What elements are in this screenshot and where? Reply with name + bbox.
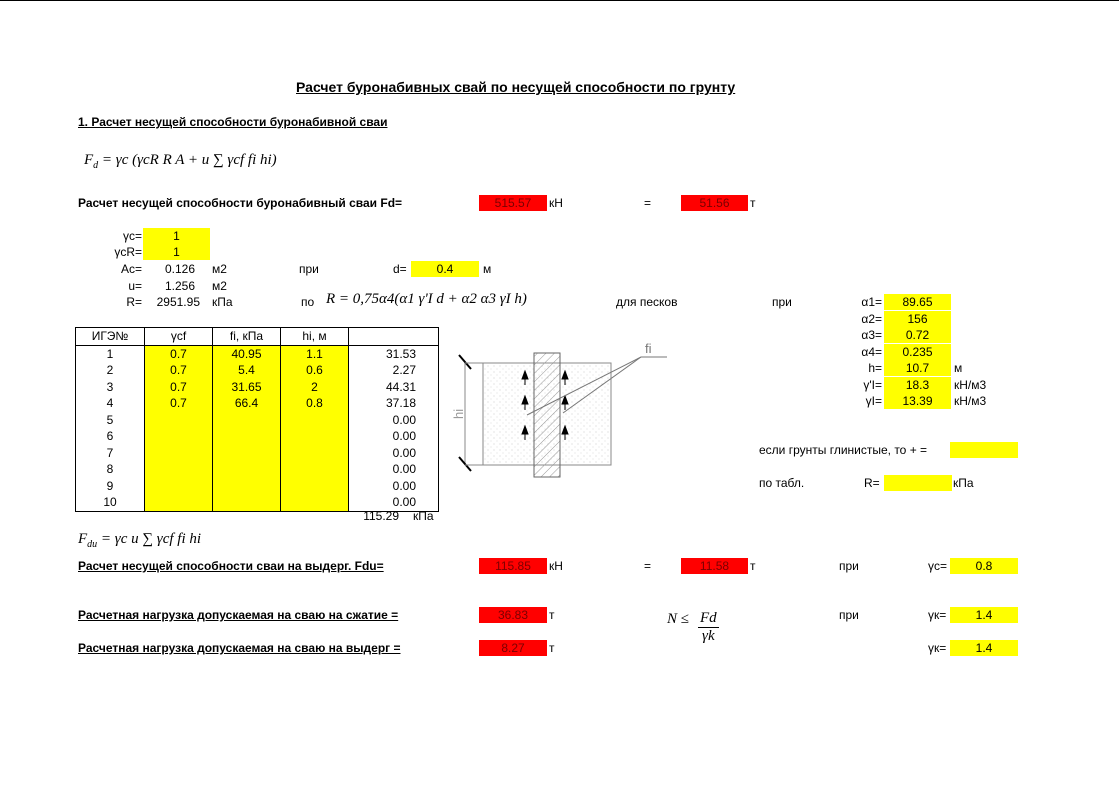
layer-input-cell[interactable] <box>213 445 281 462</box>
alpha-input[interactable]: 156 <box>884 311 951 327</box>
layer-input-cell[interactable]: 0.7 <box>145 362 213 379</box>
table-row <box>76 478 439 495</box>
layer-result-cell: 44.31 <box>349 379 439 396</box>
r-unit: кПа <box>212 295 233 309</box>
layer-input-cell[interactable]: 1.1 <box>281 345 349 362</box>
layer-number-cell: 9 <box>76 478 145 495</box>
formula-fd-lhs-sub: d <box>93 160 99 171</box>
layer-input-cell[interactable] <box>281 428 349 445</box>
layer-number-cell: 8 <box>76 461 145 478</box>
table-header-cell: fi, кПа <box>213 328 281 346</box>
table-header-cell: hi, м <box>281 328 349 346</box>
table-row <box>76 379 439 396</box>
layer-input-cell[interactable] <box>281 412 349 429</box>
fd-unit-kn: кН <box>549 196 563 210</box>
fd-unit-t: т <box>750 196 756 210</box>
layer-input-cell[interactable] <box>145 428 213 445</box>
fdu-equals: = <box>644 559 652 573</box>
formula-fdu-lhs: F <box>78 531 88 547</box>
alpha-unit: кН/м3 <box>954 394 987 408</box>
layer-input-cell[interactable] <box>145 461 213 478</box>
layer-input-cell[interactable] <box>145 494 213 511</box>
layer-number-cell: 2 <box>76 362 145 379</box>
clay-input[interactable] <box>950 442 1018 458</box>
layer-input-cell[interactable]: 0.8 <box>281 395 349 412</box>
clay-label: если грунты глинистые, то + = <box>759 443 928 457</box>
fd-value-t[interactable]: 51.56 <box>681 195 748 211</box>
formula-fd-rhs: = γc (γcR R A + u ∑ γcf fi hi) <box>101 152 277 168</box>
layer-result-cell: 0.00 <box>349 428 439 445</box>
layer-input-cell[interactable]: 0.6 <box>281 362 349 379</box>
formula-n-fraction <box>698 610 719 645</box>
alpha-label: α3= <box>861 328 882 342</box>
u-label: u= <box>128 279 142 293</box>
formula-fdu-rhs: = γc u ∑ γcf fi hi <box>100 531 202 547</box>
fdu-gc-input[interactable]: 0.8 <box>950 558 1018 574</box>
alpha-input[interactable]: 0.235 <box>884 344 951 360</box>
layer-input-cell[interactable]: 5.4 <box>213 362 281 379</box>
load-pull-gk-input[interactable]: 1.4 <box>950 640 1018 656</box>
layer-input-cell[interactable] <box>145 478 213 495</box>
diagram-fi-label: fi <box>645 341 652 356</box>
d-label: d= <box>393 262 407 276</box>
tabl-r-label: R= <box>864 476 880 490</box>
table-header-cell: ИГЭ№ <box>76 328 145 346</box>
alpha-label: h= <box>868 361 882 375</box>
layer-result-cell: 0.00 <box>349 461 439 478</box>
table-row <box>76 412 439 429</box>
layer-input-cell[interactable] <box>213 461 281 478</box>
table-row <box>76 445 439 462</box>
page-title: Расчет буронабивных свай по несущей способности по грунту <box>296 79 736 95</box>
load-comp-gk-label: γк= <box>928 608 947 622</box>
table-total: 115.29 <box>363 509 399 523</box>
layer-number-cell: 4 <box>76 395 145 412</box>
table-header-cell: γcf <box>145 328 213 346</box>
pri-label-2: при <box>772 295 792 309</box>
alpha-input[interactable]: 10.7 <box>884 360 951 376</box>
table-header-cell <box>349 328 439 346</box>
layer-number-cell: 10 <box>76 494 145 511</box>
table-total-unit: кПа <box>413 509 434 523</box>
layer-result-cell: 0.00 <box>349 494 439 511</box>
pile-diagram <box>445 335 675 485</box>
table-row <box>76 345 439 362</box>
formula-n-lhs: N ≤ <box>667 611 689 627</box>
alpha-label: α2= <box>861 311 882 326</box>
alpha-input[interactable]: 18.3 <box>884 377 951 393</box>
layer-result-cell: 31.53 <box>349 345 439 362</box>
alpha-label: α4= <box>861 344 882 359</box>
load-pull-label: Расчетная нагрузка допускаемая на сваю на выдерг = <box>78 641 401 655</box>
layer-number-cell: 5 <box>76 412 145 429</box>
formula-r: R = 0,75α4(α1 γ'I d + α2 α3 γI h) <box>326 291 527 307</box>
load-pull-value[interactable]: 8.27 <box>479 640 547 656</box>
tabl-r-unit: кПа <box>953 476 974 490</box>
load-comp-pri: при <box>839 608 859 622</box>
ac-value: 0.126 <box>164 262 195 276</box>
alpha-unit: кН/м3 <box>954 377 987 392</box>
diagram-hi-label: hi <box>451 408 466 419</box>
fd-label: Расчет несущей способности буронабивный сваи Fd= <box>78 196 403 210</box>
u-unit: м2 <box>212 279 227 293</box>
layer-number-cell: 3 <box>76 379 145 396</box>
formula-fd <box>84 152 277 171</box>
fdu-unit-kn: кН <box>549 559 563 573</box>
gc-input[interactable]: 1 <box>143 228 210 244</box>
alpha-unit: м <box>954 361 963 375</box>
tabl-label: по табл. <box>759 476 805 490</box>
table-row <box>76 461 439 478</box>
layer-input-cell[interactable] <box>281 445 349 462</box>
formula-n <box>667 611 689 628</box>
layer-input-cell[interactable]: 66.4 <box>213 395 281 412</box>
u-value: 1.256 <box>164 279 195 293</box>
formula-fdu <box>78 531 201 550</box>
fd-equals: = <box>644 196 652 210</box>
layer-input-cell[interactable] <box>145 445 213 462</box>
layer-input-cell[interactable] <box>213 478 281 495</box>
fdu-value-kn[interactable]: 115.85 <box>479 558 547 574</box>
layer-input-cell[interactable] <box>281 478 349 495</box>
d-input[interactable]: 0.4 <box>411 261 479 277</box>
table-row <box>76 362 439 379</box>
ac-unit: м2 <box>212 262 227 276</box>
layer-input-cell[interactable] <box>213 494 281 511</box>
formula-n-num: Fd <box>700 610 717 626</box>
layer-input-cell[interactable] <box>145 412 213 429</box>
d-unit: м <box>483 262 492 276</box>
alpha-input[interactable]: 89.65 <box>884 294 951 310</box>
formula-n-den: γk <box>702 628 715 644</box>
layer-input-cell[interactable] <box>213 412 281 429</box>
layer-input-cell[interactable]: 0.7 <box>145 379 213 396</box>
fd-value-kn[interactable]: 515.57 <box>479 195 547 211</box>
formula-fd-lhs: F <box>84 152 94 168</box>
layer-input-cell[interactable] <box>213 428 281 445</box>
gcr-input[interactable]: 1 <box>143 244 210 260</box>
load-pull-gk-label: γк= <box>928 641 947 655</box>
fdu-label: Расчет несущей способности сваи на выдерг. Fdu= <box>78 559 384 573</box>
layer-number-cell: 7 <box>76 445 145 462</box>
pri-label: при <box>299 262 319 276</box>
load-comp-unit: т <box>549 608 555 622</box>
top-border <box>0 0 1119 1</box>
gcr-label: γcR= <box>114 245 142 259</box>
alpha-input[interactable]: 13.39 <box>884 393 951 409</box>
alpha-label: γI= <box>865 394 882 408</box>
fdu-gc-label: γс= <box>928 559 948 573</box>
layer-result-cell: 2.27 <box>349 362 439 379</box>
layer-result-cell: 0.00 <box>349 478 439 495</box>
alpha-label: α1= <box>861 295 882 309</box>
r-label: R= <box>126 295 142 309</box>
tabl-r-input[interactable] <box>884 475 952 491</box>
r-value: 2951.95 <box>156 295 200 309</box>
fdu-unit-t: т <box>750 559 756 573</box>
layer-result-cell: 37.18 <box>349 395 439 412</box>
load-pull-unit: т <box>549 641 555 655</box>
ac-label: Ac= <box>120 262 142 276</box>
layer-number-cell: 6 <box>76 428 145 445</box>
load-comp-value[interactable]: 36.83 <box>479 607 547 623</box>
layer-input-cell[interactable]: 31.65 <box>213 379 281 396</box>
alpha-input[interactable]: 0.72 <box>884 327 951 343</box>
layer-input-cell[interactable] <box>281 461 349 478</box>
table-row <box>76 395 439 412</box>
layer-input-cell[interactable]: 0.7 <box>145 345 213 362</box>
fdu-value-t[interactable]: 11.58 <box>681 558 748 574</box>
section-heading: 1. Расчет несущей способности буронабивной сваи <box>78 115 388 129</box>
soil-layers-table <box>75 327 439 512</box>
load-comp-label: Расчетная нагрузка допускаемая на сваю на сжатие = <box>78 608 399 622</box>
fdu-pri: при <box>839 559 859 573</box>
layer-input-cell[interactable]: 40.95 <box>213 345 281 362</box>
po-label: по <box>301 295 315 309</box>
layer-number-cell: 1 <box>76 345 145 362</box>
layer-result-cell: 0.00 <box>349 412 439 429</box>
formula-fdu-lhs-sub: du <box>87 539 98 550</box>
table-header-row <box>76 328 439 346</box>
layer-input-cell[interactable]: 2 <box>281 379 349 396</box>
table-row <box>76 428 439 445</box>
pile-body <box>534 353 560 477</box>
load-comp-gk-input[interactable]: 1.4 <box>950 607 1018 623</box>
alpha-label: γ'I= <box>863 377 882 392</box>
gc-label: γc= <box>122 229 142 243</box>
layer-result-cell: 0.00 <box>349 445 439 462</box>
layer-input-cell[interactable]: 0.7 <box>145 395 213 412</box>
layer-input-cell[interactable] <box>281 494 349 511</box>
for-sand-label: для песков <box>616 295 678 309</box>
